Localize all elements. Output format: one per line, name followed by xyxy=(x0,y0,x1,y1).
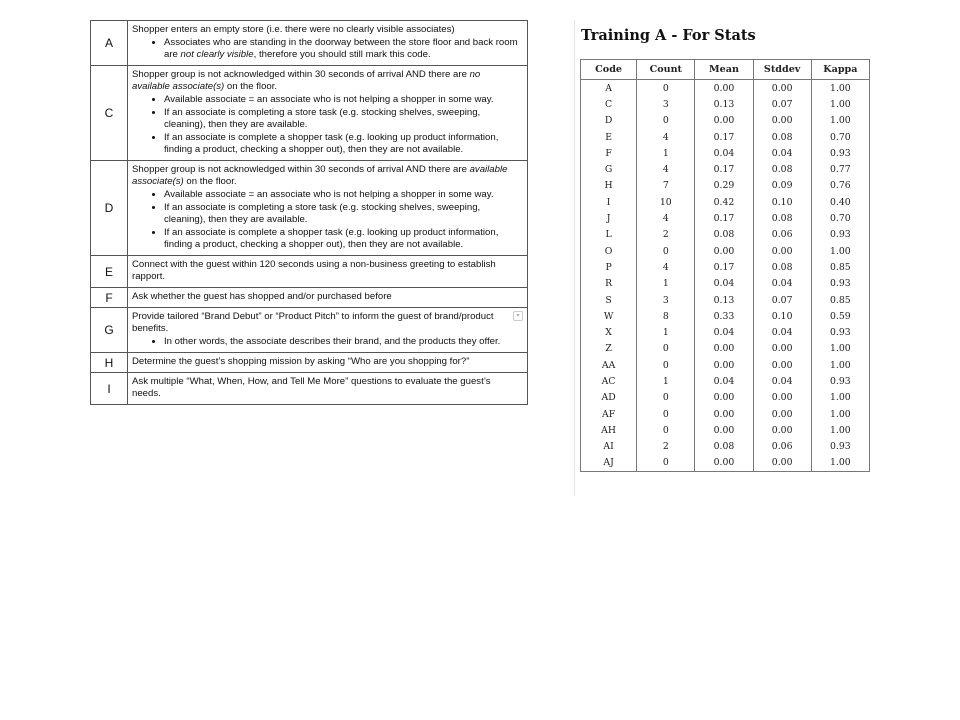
stats-cell-count: 0 xyxy=(637,422,695,438)
stats-header-stddev: Stddev xyxy=(753,60,811,80)
codebook-row-g xyxy=(91,308,528,353)
code-description: Ask multiple “What, When, How, and Tell Me More” questions to evaluate the guest’s needs. xyxy=(128,373,528,405)
code-cell: D xyxy=(91,161,128,256)
stats-cell-stddev: 0.00 xyxy=(753,390,811,406)
stats-cell-count: 4 xyxy=(637,129,695,145)
stats-cell-kappa: 1.00 xyxy=(811,455,869,472)
stats-cell-stddev: 0.04 xyxy=(753,276,811,292)
stats-cell-kappa: 0.59 xyxy=(811,308,869,324)
stats-cell-code: AF xyxy=(581,406,637,422)
code-description: Shopper group is not acknowledged within 30 seconds of arrival AND there are available associate(s) on the floor. • Available associate = an associate who is not helping a shopper in some way. • If an associate is completing a store task (e.g. stocking shelves, sweeping, cleaning), then they are available. • If an associate is complete a shopper task (e.g. looking up product information, finding a product, checking a shopper out), then they are not available. xyxy=(128,161,528,256)
stats-cell-mean: 0.33 xyxy=(695,308,753,324)
stats-cell-kappa: 1.00 xyxy=(811,243,869,259)
code-description: Ask whether the guest has shopped and/or purchased before xyxy=(128,288,528,308)
code-cell: C xyxy=(91,66,128,161)
code-cell: E xyxy=(91,256,128,288)
stats-cell-mean: 0.08 xyxy=(695,227,753,243)
stats-cell-kappa: 1.00 xyxy=(811,80,869,97)
stats-cell-code: W xyxy=(581,308,637,324)
stats-cell-mean: 0.17 xyxy=(695,161,753,177)
stats-cell-mean: 0.08 xyxy=(695,439,753,455)
stats-cell-count: 1 xyxy=(637,373,695,389)
stats-cell-count: 0 xyxy=(637,406,695,422)
stats-cell-mean: 0.00 xyxy=(695,243,753,259)
codebook-row-a xyxy=(91,21,528,66)
stats-cell-count: 1 xyxy=(637,276,695,292)
stats-cell-mean: 0.04 xyxy=(695,276,753,292)
stats-cell-mean: 0.00 xyxy=(695,80,753,97)
codebook-row-h xyxy=(91,353,528,373)
stats-cell-stddev: 0.08 xyxy=(753,259,811,275)
stats-cell-kappa: 0.77 xyxy=(811,161,869,177)
stats-cell-stddev: 0.00 xyxy=(753,422,811,438)
stats-cell-stddev: 0.04 xyxy=(753,373,811,389)
stats-table xyxy=(580,59,870,472)
stats-cell-code: D xyxy=(581,113,637,129)
stats-row-j xyxy=(581,210,870,226)
codebook-row-f xyxy=(91,288,528,308)
stats-cell-count: 0 xyxy=(637,243,695,259)
stats-cell-mean: 0.00 xyxy=(695,113,753,129)
stats-header-code: Code xyxy=(581,60,637,80)
stats-row-i xyxy=(581,194,870,210)
stats-cell-count: 0 xyxy=(637,341,695,357)
stats-cell-mean: 0.04 xyxy=(695,145,753,161)
codebook-row-i xyxy=(91,373,528,405)
stats-row-ac xyxy=(581,373,870,389)
code-description: Shopper group is not acknowledged within 30 seconds of arrival AND there are no available associate(s) on the floor. • Available associate = an associate who is not helping a shopper in some way. • If an associate is completing a store task (e.g. stocking shelves, sweeping, cleaning), then they are available. • If an associate is complete a shopper task (e.g. looking up product information, finding a product, checking a shopper out), then they are not available. xyxy=(128,66,528,161)
stats-cell-stddev: 0.00 xyxy=(753,80,811,97)
stats-cell-stddev: 0.10 xyxy=(753,194,811,210)
stats-cell-mean: 0.29 xyxy=(695,178,753,194)
stats-cell-stddev: 0.00 xyxy=(753,357,811,373)
stats-cell-code: E xyxy=(581,129,637,145)
stats-cell-code: F xyxy=(581,145,637,161)
stats-cell-kappa: 1.00 xyxy=(811,357,869,373)
stats-cell-kappa: 1.00 xyxy=(811,341,869,357)
stats-cell-kappa: 0.93 xyxy=(811,276,869,292)
stats-cell-mean: 0.00 xyxy=(695,455,753,472)
stats-cell-code: AA xyxy=(581,357,637,373)
stats-cell-stddev: 0.10 xyxy=(753,308,811,324)
stats-cell-code: P xyxy=(581,259,637,275)
stats-cell-mean: 0.17 xyxy=(695,129,753,145)
stats-cell-code: AH xyxy=(581,422,637,438)
stats-row-z xyxy=(581,341,870,357)
stats-cell-kappa: 0.93 xyxy=(811,227,869,243)
stats-header-mean: Mean xyxy=(695,60,753,80)
stats-row-g xyxy=(581,161,870,177)
stats-cell-kappa: 0.85 xyxy=(811,292,869,308)
stats-row-o xyxy=(581,243,870,259)
stats-cell-stddev: 0.07 xyxy=(753,96,811,112)
stats-cell-mean: 0.00 xyxy=(695,357,753,373)
stats-cell-stddev: 0.06 xyxy=(753,227,811,243)
stats-row-s xyxy=(581,292,870,308)
stats-cell-kappa: 1.00 xyxy=(811,113,869,129)
stats-cell-count: 0 xyxy=(637,80,695,97)
stats-cell-code: I xyxy=(581,194,637,210)
stats-cell-stddev: 0.09 xyxy=(753,178,811,194)
stats-cell-count: 4 xyxy=(637,259,695,275)
stats-cell-mean: 0.17 xyxy=(695,210,753,226)
stats-cell-mean: 0.13 xyxy=(695,292,753,308)
stats-cell-code: C xyxy=(581,96,637,112)
stats-cell-kappa: 1.00 xyxy=(811,422,869,438)
stats-row-aj xyxy=(581,455,870,472)
stats-cell-kappa: 0.85 xyxy=(811,259,869,275)
stats-cell-stddev: 0.00 xyxy=(753,341,811,357)
stats-cell-mean: 0.42 xyxy=(695,194,753,210)
code-cell: H xyxy=(91,353,128,373)
codebook-row-e xyxy=(91,256,528,288)
stats-cell-code: AI xyxy=(581,439,637,455)
stats-row-a xyxy=(581,80,870,97)
stats-cell-code: G xyxy=(581,161,637,177)
stats-cell-code: X xyxy=(581,324,637,340)
stats-cell-mean: 0.17 xyxy=(695,259,753,275)
stats-cell-stddev: 0.08 xyxy=(753,210,811,226)
stats-cell-count: 10 xyxy=(637,194,695,210)
stats-cell-stddev: 0.04 xyxy=(753,145,811,161)
stats-cell-code: S xyxy=(581,292,637,308)
stats-row-l xyxy=(581,227,870,243)
stats-cell-stddev: 0.07 xyxy=(753,292,811,308)
stats-cell-mean: 0.00 xyxy=(695,422,753,438)
stats-cell-count: 7 xyxy=(637,178,695,194)
codebook-row-d xyxy=(91,161,528,256)
stats-cell-mean: 0.04 xyxy=(695,324,753,340)
stats-header-count: Count xyxy=(637,60,695,80)
codebook-body xyxy=(91,21,528,405)
stats-cell-stddev: 0.00 xyxy=(753,243,811,259)
stats-cell-mean: 0.00 xyxy=(695,390,753,406)
stats-cell-mean: 0.04 xyxy=(695,373,753,389)
stats-panel xyxy=(574,20,875,496)
stats-header-kappa: Kappa xyxy=(811,60,869,80)
stats-cell-code: AC xyxy=(581,373,637,389)
code-cell: A xyxy=(91,21,128,66)
stats-cell-stddev: 0.08 xyxy=(753,161,811,177)
stats-row-p xyxy=(581,259,870,275)
codebook-table xyxy=(90,20,528,405)
stats-cell-kappa: 0.70 xyxy=(811,129,869,145)
stats-row-ad xyxy=(581,390,870,406)
code-description: Shopper enters an empty store (i.e. there were no clearly visible associates) • Associates who are standing in the doorway between the store floor and back room are not clearly visible, therefore you should still mark this code. xyxy=(128,21,528,66)
code-description: Connect with the guest within 120 seconds using a non-business greeting to establish rapport. xyxy=(128,256,528,288)
stats-cell-count: 0 xyxy=(637,455,695,472)
stats-cell-stddev: 0.00 xyxy=(753,113,811,129)
code-cell: F xyxy=(91,288,128,308)
stats-cell-kappa: 0.93 xyxy=(811,439,869,455)
stats-cell-stddev: 0.00 xyxy=(753,406,811,422)
stats-cell-count: 1 xyxy=(637,324,695,340)
stats-cell-code: AJ xyxy=(581,455,637,472)
stats-cell-code: O xyxy=(581,243,637,259)
stats-row-f xyxy=(581,145,870,161)
stats-row-h xyxy=(581,178,870,194)
stats-cell-count: 0 xyxy=(637,357,695,373)
stats-cell-count: 8 xyxy=(637,308,695,324)
stats-row-d xyxy=(581,113,870,129)
stats-cell-count: 3 xyxy=(637,96,695,112)
stats-cell-mean: 0.00 xyxy=(695,341,753,357)
stats-row-x xyxy=(581,324,870,340)
stats-cell-code: AD xyxy=(581,390,637,406)
stats-cell-kappa: 0.93 xyxy=(811,324,869,340)
stats-title: Training A - For Stats xyxy=(581,27,756,44)
code-description: Determine the guest’s shopping mission by asking “Who are you shopping for?” xyxy=(128,353,528,373)
stats-cell-count: 0 xyxy=(637,113,695,129)
stats-cell-kappa: 1.00 xyxy=(811,390,869,406)
stats-cell-stddev: 0.06 xyxy=(753,439,811,455)
stats-row-aa xyxy=(581,357,870,373)
stats-cell-kappa: 1.00 xyxy=(811,406,869,422)
stats-cell-kappa: 0.93 xyxy=(811,145,869,161)
stats-cell-stddev: 0.04 xyxy=(753,324,811,340)
stats-body xyxy=(581,80,870,472)
stats-cell-code: J xyxy=(581,210,637,226)
stats-row-af xyxy=(581,406,870,422)
stats-row-r xyxy=(581,276,870,292)
stats-row-ah xyxy=(581,422,870,438)
stats-cell-code: R xyxy=(581,276,637,292)
stats-cell-kappa: 1.00 xyxy=(811,96,869,112)
stats-cell-count: 0 xyxy=(637,390,695,406)
code-cell: G xyxy=(91,308,128,353)
stats-row-c xyxy=(581,96,870,112)
stats-cell-count: 2 xyxy=(637,439,695,455)
stats-cell-count: 3 xyxy=(637,292,695,308)
stats-cell-count: 2 xyxy=(637,227,695,243)
stats-cell-code: A xyxy=(581,80,637,97)
code-description: Provide tailored “Brand Debut” or “Product Pitch” to inform the guest of brand/product benefits. • In other words, the associate describes their brand, and the products they offer. ▾ xyxy=(128,308,528,353)
stats-cell-stddev: 0.00 xyxy=(753,455,811,472)
stats-cell-code: H xyxy=(581,178,637,194)
code-cell: I xyxy=(91,373,128,405)
stats-cell-mean: 0.13 xyxy=(695,96,753,112)
stats-cell-kappa: 0.70 xyxy=(811,210,869,226)
stats-cell-count: 1 xyxy=(637,145,695,161)
stats-header-row xyxy=(581,60,870,80)
stats-cell-stddev: 0.08 xyxy=(753,129,811,145)
stats-cell-count: 4 xyxy=(637,161,695,177)
stats-row-ai xyxy=(581,439,870,455)
stats-cell-mean: 0.00 xyxy=(695,406,753,422)
cell-menu-icon[interactable]: ▾ xyxy=(513,311,523,321)
stats-cell-kappa: 0.76 xyxy=(811,178,869,194)
stats-cell-code: L xyxy=(581,227,637,243)
stats-cell-kappa: 0.93 xyxy=(811,373,869,389)
stats-row-w xyxy=(581,308,870,324)
codebook-row-c xyxy=(91,66,528,161)
stats-cell-count: 4 xyxy=(637,210,695,226)
stats-row-e xyxy=(581,129,870,145)
stats-cell-kappa: 0.40 xyxy=(811,194,869,210)
stats-cell-code: Z xyxy=(581,341,637,357)
